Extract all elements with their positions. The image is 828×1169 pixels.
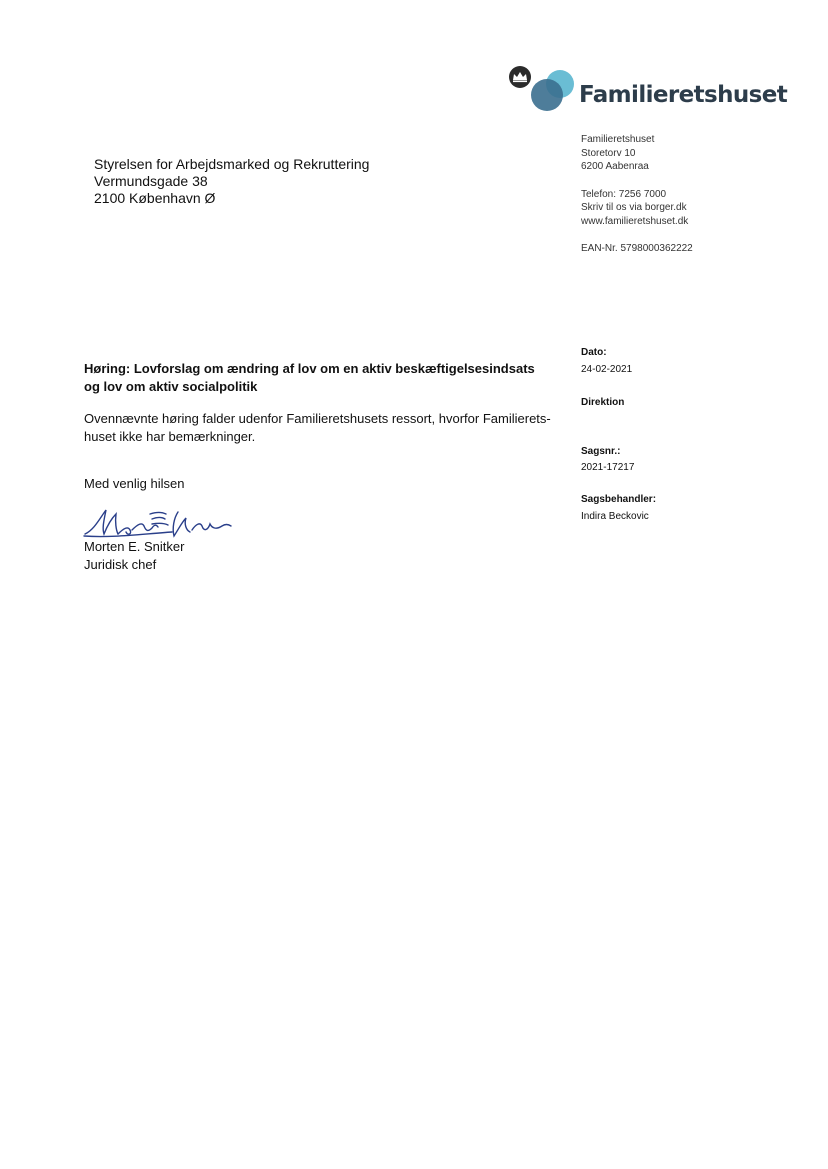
recipient-street: Vermundsgade 38 [94, 173, 208, 189]
sender-phone: Telefon: 7256 7000 [581, 188, 667, 200]
sender-ean: EAN-Nr. 5798000362222 [581, 243, 693, 254]
sender-details [581, 133, 693, 256]
letter-subject [84, 360, 554, 396]
handler-label: Sagsbehandler: [581, 494, 657, 505]
date-value: 24-02-2021 [581, 364, 633, 375]
case-value: 2021-17217 [581, 462, 635, 473]
case-label: Sagsnr.: [581, 446, 621, 457]
signer-name: Morten E. Snitker [84, 539, 185, 554]
sender-web: www.familieretshuset.dk [581, 215, 689, 227]
handler-value: Indira Beckovic [581, 511, 649, 522]
subject-line-1: Høring: Lovforslag om ændring af lov om en aktiv beskæftigelsesindsats [84, 361, 535, 376]
recipient-name: Styrelsen for Arbejdsmarked og Rekruttering [94, 156, 370, 172]
recipient-address [94, 156, 369, 207]
date-label: Dato: [581, 347, 607, 358]
sender-city: 6200 Aabenraa [581, 161, 649, 172]
subject-line-2: og lov om aktiv socialpolitik [84, 379, 258, 394]
logo-text: Familieretshuset [579, 82, 788, 108]
closing-greeting: Med venlig hilsen [84, 476, 185, 491]
recipient-city: 2100 København Ø [94, 190, 216, 206]
signer-block [84, 538, 184, 574]
company-logo [502, 66, 788, 116]
sender-street: Storetorv 10 [581, 147, 636, 159]
sender-write: Skriv til os via borger.dk [581, 202, 687, 213]
body-line-2: huset ikke har bemærkninger. [84, 429, 256, 444]
letter-body [84, 410, 574, 446]
logo-mark [502, 66, 582, 116]
sender-name: Familieretshuset [581, 134, 655, 145]
body-line-1: Ovennævnte høring falder udenfor Familieretshusets ressort, hvorfor Familierets- [84, 411, 551, 426]
handwritten-signature [82, 504, 232, 542]
signer-title: Juridisk chef [84, 557, 157, 572]
department: Direktion [581, 397, 625, 408]
